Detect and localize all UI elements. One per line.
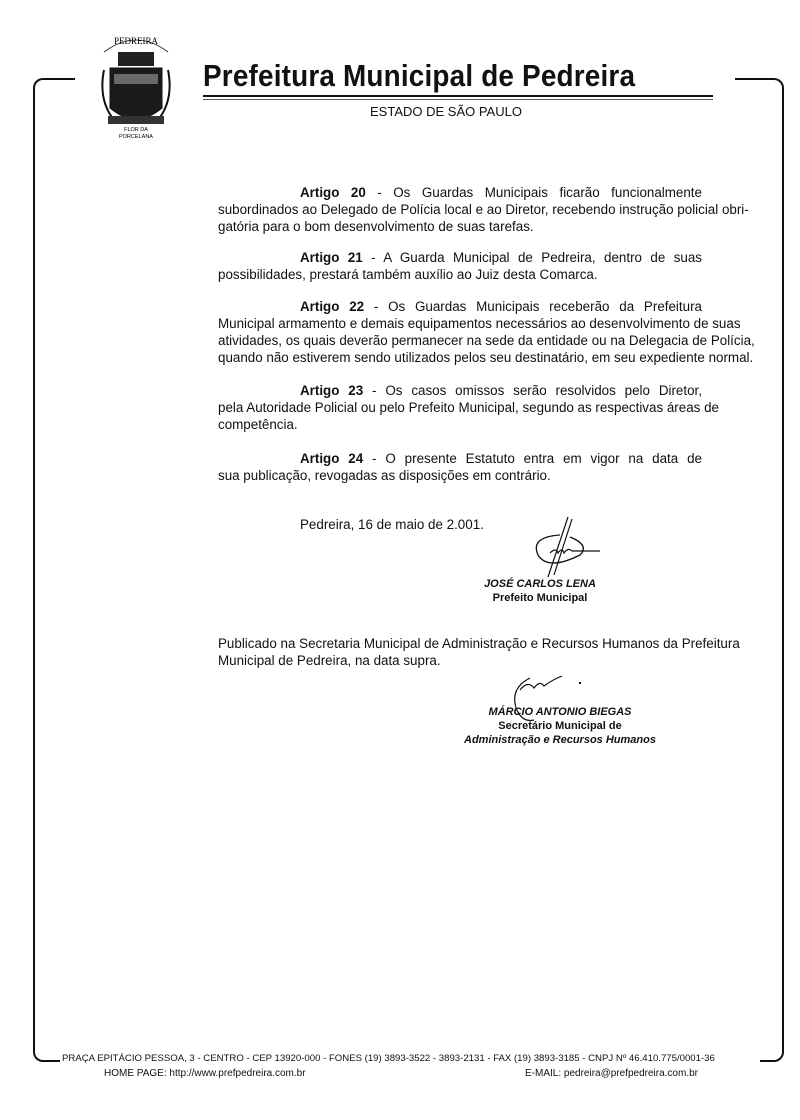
article-text: - Os Guardas Municipais ficarão funcionalmente	[365, 185, 702, 200]
signature-secretary	[500, 668, 610, 728]
page-border-right	[735, 78, 784, 1062]
article-text: - A Guarda Municipal de Pedreira, dentro de suas	[362, 250, 702, 265]
article-text: pela Autoridade Policial ou pelo Prefeito Municipal, segundo as respectivas áreas de	[218, 400, 719, 415]
article-22	[218, 298, 755, 366]
article-text: - O presente Estatuto entra em vigor na data de	[363, 451, 702, 466]
article-21	[218, 249, 702, 283]
article-label: Artigo 20	[300, 185, 366, 200]
article-label: Artigo 23	[300, 383, 364, 398]
article-label: Artigo 22	[300, 299, 365, 314]
publication-text: Municipal de Pedreira, na data supra.	[218, 653, 441, 668]
article-text: atividades, os quais deverão permanecer na sede da entidade ou na Delegacia de Polícia,	[218, 333, 755, 348]
svg-text:PEDREIRA: PEDREIRA	[113, 36, 159, 46]
article-text: competência.	[218, 417, 298, 432]
page-border-left	[33, 78, 75, 1062]
article-24	[218, 450, 702, 484]
article-text: quando não estiverem sendo utilizados pelos seu destinatário, em seu expediente normal.	[218, 350, 754, 365]
article-text: sua publicação, revogadas as disposições em contrário.	[218, 468, 551, 483]
title-underline	[203, 95, 713, 97]
article-text: subordinados ao Delegado de Polícia local e ao Diretor, recebendo instrução policial obri-	[218, 202, 749, 217]
article-text: gatória para o bom desenvolvimento de suas tarefas.	[218, 219, 534, 234]
article-label: Artigo 21	[300, 250, 363, 265]
article-text: - Os casos omissos serão resolvidos pelo Diretor,	[363, 383, 702, 398]
date-line: Pedreira, 16 de maio de 2.001.	[300, 517, 484, 532]
publication-text: Publicado na Secretaria Municipal de Administração e Recursos Humanos da Prefeitura	[218, 636, 740, 651]
footer-address: PRAÇA EPITÁCIO PESSOA, 3 - CENTRO - CEP 13920-000 - FONES (19) 3893-3522 - 3893-2131 - FAX (19) 3893-3185 - CNPJ Nº 46.410.775/0001-36	[62, 1053, 715, 1064]
mayor-role: Prefeito Municipal	[492, 592, 588, 604]
secretary-role: Secretário Municipal de	[498, 720, 622, 732]
footer-email[interactable]: E-MAIL: pedreira@prefpedreira.com.br	[525, 1068, 698, 1079]
title-underline-thin	[203, 99, 713, 100]
coat-of-arms-logo	[96, 30, 176, 140]
signature-mayor	[520, 515, 610, 580]
article-23	[218, 382, 719, 433]
mayor-name: JOSÉ CARLOS LENA	[484, 578, 596, 590]
article-label: Artigo 24	[300, 451, 364, 466]
article-text: possibilidades, prestará também auxílio ao Juiz desta Comarca.	[218, 267, 598, 282]
page-title: Prefeitura Municipal de Pedreira	[203, 58, 636, 93]
svg-text:PORCELANA: PORCELANA	[119, 134, 153, 140]
footer-homepage[interactable]: HOME PAGE: http://www.prefpedreira.com.br	[104, 1068, 306, 1079]
article-text: - Os Guardas Municipais receberão da Prefeitura	[364, 299, 702, 314]
article-text: Municipal armamento e demais equipamentos necessários ao desenvolvimento de suas	[218, 316, 741, 331]
state-subtitle: ESTADO DE SÃO PAULO	[370, 104, 522, 119]
article-20	[218, 184, 749, 235]
secretary-department: Administração e Recursos Humanos	[464, 734, 656, 746]
secretary-name: MÁRCIO ANTONIO BIEGAS	[488, 706, 632, 718]
svg-text:FLOR DA: FLOR DA	[124, 127, 148, 133]
publication-note	[218, 635, 740, 669]
